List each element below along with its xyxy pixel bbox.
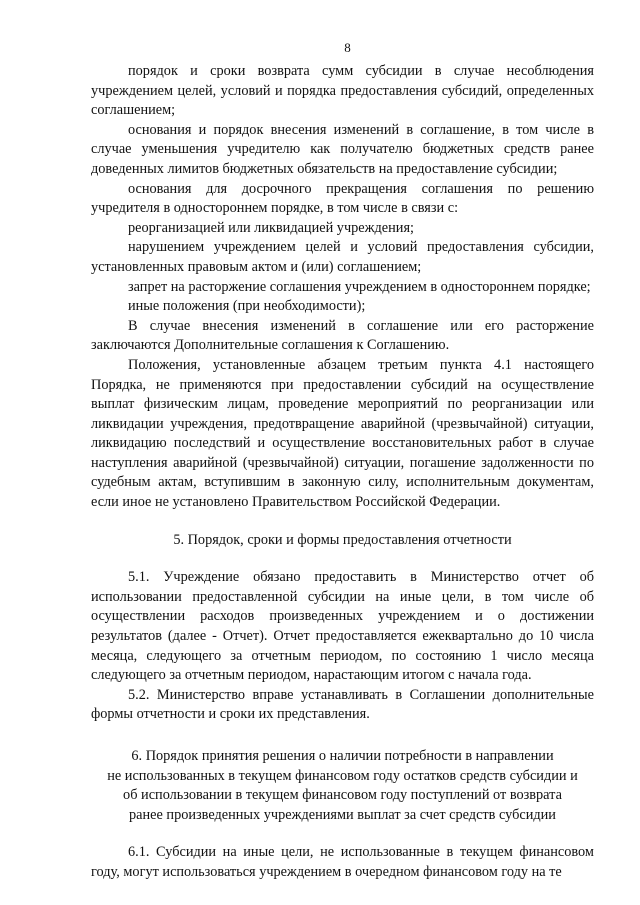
section-6-heading-line: 6. Порядок принятия решения о наличии потребности в направлении xyxy=(131,748,554,764)
paragraph-other-provisions: иные положения (при необходимости); xyxy=(128,298,366,315)
section-6-heading xyxy=(91,747,594,825)
page-number: 8 xyxy=(344,40,351,55)
paragraph-exceptions: Положения, установленные абзацем третьим пункта 4.1 настоящего Порядка, не применяются при предоставлении субсидий на осуществление выплат физическим лицам, проведение мероприятий по реорганизации или ликвидации учреждения, предотвращение аварийной (чрезвычайной) ситуации, ликвидацию последствий и осуществление восстановительных работ в случае наступления аварийной (чрезвычайной) ситуации, погашение задолженности по судебным актам, вступившим в законную силу, исполнительным документам, если иное не установлено Правительством Российской Федерации. xyxy=(91,356,594,511)
section-6-heading-line: не использованных в текущем финансовом году остатков средств субсидии и xyxy=(107,767,578,784)
paragraph-6-1: 6.1. Субсидии на иные цели, не использованные в текущем финансовом году, могут использоваться учреждением в очередном финансовом году на те xyxy=(91,844,594,880)
paragraph-early-termination: основания для досрочного прекращения соглашения по решению учредителя в одностороннем порядке, в том числе в связи с: xyxy=(91,180,594,217)
paragraph-refund-procedure: порядок и сроки возврата сумм субсидии в случае несоблюдения учреждением целей, условий и порядка предоставления субсидий, определенных соглашением; xyxy=(91,63,594,119)
paragraph-amendment-grounds: основания и порядок внесения изменений в соглашение, в том числе в случае уменьшения учредителю как получателю бюджетных средств ранее доведенных лимитов бюджетных обязательств на предоставление субсидии; xyxy=(91,121,594,177)
paragraph-reorganization: реорганизацией или ликвидацией учреждения; xyxy=(128,219,414,236)
section-6-heading-line: ранее произведенных учреждениями выплат за счет средств субсидии xyxy=(129,806,556,823)
paragraph-5-2: 5.2. Министерство вправе устанавливать в Соглашении дополнительные формы отчетности и сроки их представления. xyxy=(91,686,594,723)
paragraph-termination-ban: запрет на расторжение соглашения учреждением в одностороннем порядке; xyxy=(128,278,591,295)
section-5-heading: 5. Порядок, сроки и формы предоставления отчетности xyxy=(173,531,512,548)
paragraph-violation: нарушением учреждением целей и условий предоставления субсидии, установленных правовым актом и (или) соглашением; xyxy=(91,239,594,275)
section-6-heading-line: об использовании в текущем финансовом году поступлений от возврата xyxy=(123,787,562,804)
paragraph-5-1: 5.1. Учреждение обязано предоставить в Министерство отчет об использовании предоставленной субсидии на иные цели, в том числе об осуществлении расходов произведенных учреждением и о достижении результатов (далее - Отчет). Отчет предоставляется ежеквартально до 10 числа месяца, следующего за отчетным периодом, по состоянию 1 число месяца следующего за отчетным периодом, нарастающим итогом с начала года. xyxy=(91,569,594,684)
paragraph-additional-agreements: В случае внесения изменений в соглашение или его расторжение заключаются Дополнительные соглашения к Соглашению. xyxy=(91,317,594,354)
